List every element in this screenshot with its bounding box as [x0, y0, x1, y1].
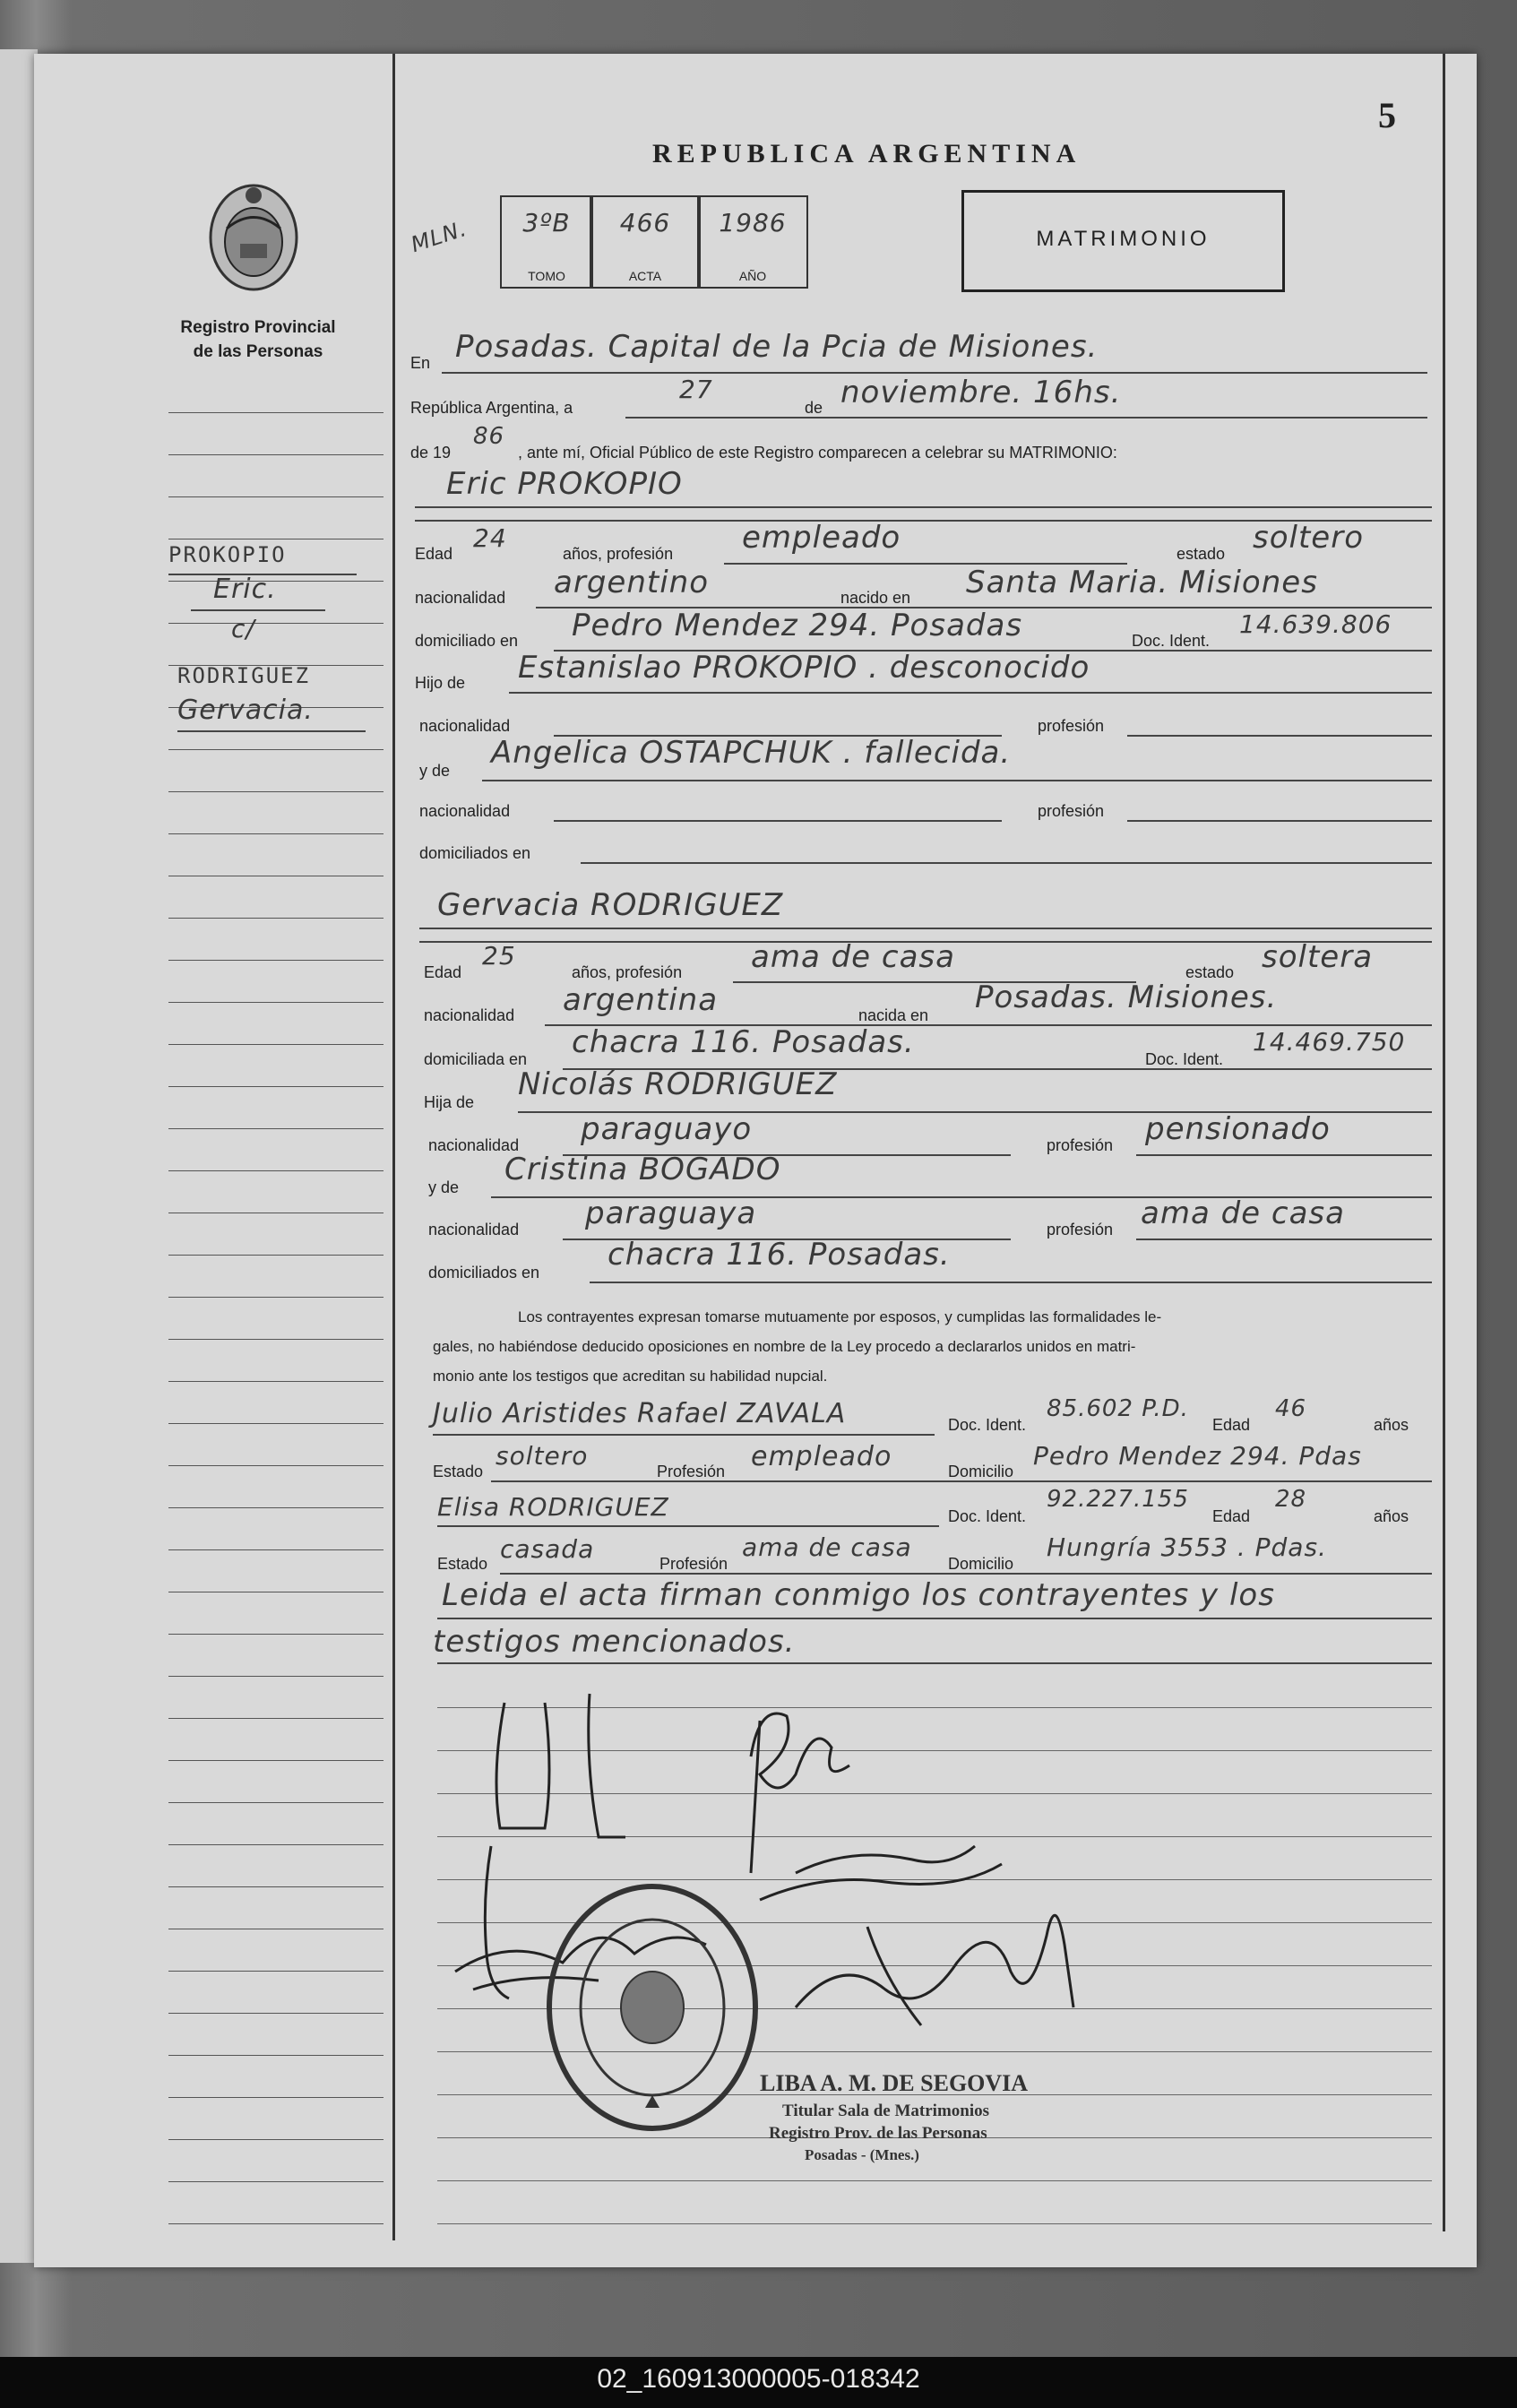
margin-rule — [168, 2139, 384, 2140]
underline — [177, 730, 366, 732]
margin-rule — [168, 1297, 384, 1298]
fill-line — [437, 1618, 1432, 1619]
bride-estado: soltera — [1262, 939, 1374, 975]
ano-value: 1986 — [719, 208, 787, 237]
bride-profesion-label: años, profesión — [572, 963, 683, 981]
witness1-name: Julio Aristides Rafael ZAVALA — [433, 1398, 847, 1429]
margin-conjunction: c/ — [231, 614, 255, 643]
witness1-estado: soltero — [496, 1441, 589, 1471]
groom-father-nacionalidad-label: nacionalidad — [419, 717, 511, 735]
groom-yde-label: y de — [419, 762, 451, 780]
margin-rule — [168, 1676, 384, 1677]
fill-line — [437, 1662, 1432, 1664]
witness2-edad-label: Edad — [1212, 1507, 1251, 1525]
margin-rule — [168, 2181, 384, 2182]
bride-nacida-label: nacida en — [858, 1006, 929, 1024]
groom-estado-label: estado — [1177, 545, 1226, 563]
groom-domiciliados-label: domiciliados en — [419, 844, 531, 862]
groom-name: Eric PROKOPIO — [446, 466, 683, 502]
margin-rule — [168, 2013, 384, 2014]
witness1-doc: 85.602 P.D. — [1047, 1395, 1189, 1422]
bride-domicilio-label: domiciliada en — [424, 1050, 528, 1068]
month-time: noviembre. 16hs. — [840, 375, 1122, 410]
groom-edad-label: Edad — [415, 545, 453, 563]
witness2-age: 28 — [1275, 1486, 1307, 1513]
witness2-profesion-label: Profesión — [659, 1555, 728, 1573]
margin-rule — [168, 1128, 384, 1129]
republica-label: República Argentina, a — [410, 399, 573, 417]
margin-surname-bride: RODRIGUEZ — [177, 663, 311, 688]
witness2-doc-label: Doc. Ident. — [948, 1507, 1027, 1525]
coat-of-arms-icon — [204, 179, 303, 296]
signatures — [419, 1667, 1136, 2115]
bride-father-nacionalidad-label: nacionalidad — [428, 1136, 520, 1154]
witness2-name: Elisa RODRIGUEZ — [437, 1492, 669, 1522]
groom-estado: soltero — [1253, 520, 1364, 556]
margin-name-bride: Gervacia. — [177, 695, 314, 726]
en-label: En — [410, 354, 431, 372]
bride-father-profession: pensionado — [1145, 1111, 1331, 1147]
groom-father-profesion-label: profesión — [1038, 717, 1105, 735]
mln-note: MLN. — [408, 215, 470, 258]
bride-nationality: argentina — [563, 982, 719, 1018]
tomo-value: 3ºB — [522, 208, 571, 237]
closing-line2: testigos mencionados. — [433, 1624, 796, 1660]
margin-rule — [168, 1760, 384, 1761]
margin-rule — [168, 1381, 384, 1382]
margin-rule — [168, 412, 384, 413]
groom-birthplace: Santa Maria. Misiones — [966, 565, 1318, 600]
fill-line — [1136, 1154, 1432, 1156]
groom-nationality: argentino — [554, 565, 709, 600]
witness2-anos-label: años — [1374, 1507, 1409, 1525]
declaration-line1: Los contrayentes expresan tomarse mutuamente por esposos, y cumplidas las formalidades le- — [518, 1308, 1162, 1325]
bride-mother-profession: ama de casa — [1141, 1195, 1345, 1231]
fill-line — [581, 862, 1432, 864]
groom-age: 24 — [473, 523, 507, 553]
bride-father-nationality: paraguayo — [581, 1111, 753, 1147]
bride-parents-address: chacra 116. Posadas. — [608, 1237, 951, 1273]
officer-title: Titular Sala de Matrimonios — [782, 2102, 990, 2120]
margin-rule — [168, 2055, 384, 2056]
margin-rule — [168, 1844, 384, 1845]
day: 27 — [679, 375, 713, 404]
bride-father: Nicolás RODRIGUEZ — [518, 1066, 838, 1102]
witness1-profession: empleado — [751, 1441, 892, 1472]
declaration-line3: monio ante los testigos que acreditan su habilidad nupcial. — [433, 1368, 828, 1385]
witness2-doc: 92.227.155 — [1047, 1486, 1189, 1513]
groom-doc: 14.639.806 — [1239, 609, 1392, 639]
tomo-label: TOMO — [528, 269, 565, 283]
acta-value: 466 — [619, 208, 671, 237]
witness1-doc-label: Doc. Ident. — [948, 1416, 1027, 1434]
underline — [191, 609, 325, 611]
country-title: REPUBLICA ARGENTINA — [652, 139, 1082, 168]
fill-line — [625, 417, 1427, 419]
fill-line — [1127, 820, 1432, 822]
margin-divider — [392, 54, 395, 2240]
de-label: de — [805, 399, 823, 417]
bride-name: Gervacia RODRIGUEZ — [437, 887, 784, 923]
witness2-estado: casada — [500, 1534, 595, 1564]
groom-address: Pedro Mendez 294. Posadas — [572, 608, 1023, 643]
fill-line — [500, 1573, 1432, 1575]
fill-line — [433, 1434, 935, 1436]
place: Posadas. Capital de la Pcia de Misiones. — [455, 329, 1099, 365]
fill-line — [419, 928, 1432, 929]
witness1-anos-label: años — [1374, 1416, 1409, 1434]
margin-rule — [168, 1971, 384, 1972]
right-border — [1443, 54, 1445, 2231]
margin-rule — [168, 960, 384, 961]
declaration-line2: gales, no habiéndose deducido oposiciones en nombre de la Ley procedo a declararlos unidos en matri- — [433, 1338, 1136, 1355]
fill-line — [590, 1282, 1432, 1283]
witness2-address: Hungría 3553 . Pdas. — [1047, 1532, 1327, 1562]
groom-father: Estanislao PROKOPIO . desconocido — [518, 650, 1090, 686]
groom-nacionalidad-label: nacionalidad — [415, 589, 506, 607]
ano-label: AÑO — [738, 269, 767, 283]
bride-profession: ama de casa — [751, 939, 955, 975]
filename-label: 02_160913000005-018342 — [597, 2364, 920, 2394]
bride-nacionalidad-label: nacionalidad — [424, 1006, 515, 1024]
witness1-domicilio-label: Domicilio — [948, 1463, 1014, 1480]
groom-profesion-label: años, profesión — [563, 545, 674, 563]
page-number: 5 — [1378, 95, 1396, 135]
bride-edad-label: Edad — [424, 963, 462, 981]
bride-father-profesion-label: profesión — [1047, 1136, 1114, 1154]
register-page — [34, 54, 1477, 2267]
fill-line — [415, 506, 1432, 508]
margin-rule — [168, 623, 384, 624]
bride-mother-profesion-label: profesión — [1047, 1221, 1114, 1239]
groom-doc-label: Doc. Ident. — [1132, 632, 1211, 650]
margin-rule — [168, 791, 384, 792]
bride-hija-label: Hija de — [424, 1093, 475, 1111]
witness1-profesion-label: Profesión — [657, 1463, 726, 1480]
margin-rule — [168, 1886, 384, 1887]
year-suffix: 86 — [473, 423, 505, 450]
margin-rule — [168, 1549, 384, 1550]
officer-registry: Registro Prov. de las Personas — [769, 2124, 987, 2143]
margin-rule — [168, 1170, 384, 1171]
bride-age: 25 — [482, 941, 516, 971]
margin-surname-groom: PROKOPIO — [168, 542, 287, 567]
groom-profession: empleado — [742, 520, 901, 556]
lower-rule — [437, 2180, 1432, 2181]
fill-line — [437, 1525, 939, 1527]
bride-address: chacra 116. Posadas. — [572, 1024, 915, 1060]
fill-line — [482, 780, 1432, 781]
groom-mother: Angelica OSTAPCHUK . fallecida. — [491, 735, 1012, 771]
official-seal-icon — [536, 1873, 769, 2142]
witness2-profession: ama de casa — [742, 1532, 912, 1562]
fill-line — [554, 820, 1002, 822]
margin-rule — [168, 1255, 384, 1256]
fill-line — [1136, 1239, 1432, 1240]
registry-line2: de las Personas — [193, 342, 323, 361]
witness1-edad-label: Edad — [1212, 1416, 1251, 1434]
closing-line1: Leida el acta firman conmigo los contrayentes y los — [442, 1577, 1275, 1613]
bride-mother-nacionalidad-label: nacionalidad — [428, 1221, 520, 1239]
fill-line — [442, 372, 1427, 374]
margin-rule — [168, 1465, 384, 1466]
margin-name-groom: Eric. — [213, 574, 277, 605]
bride-domiciliados-label: domiciliados en — [428, 1264, 540, 1282]
registry-line1: Registro Provincial — [180, 318, 336, 337]
margin-rule — [168, 454, 384, 455]
witness1-address: Pedro Mendez 294. Pdas — [1033, 1441, 1362, 1471]
officer-city: Posadas - (Mnes.) — [805, 2146, 919, 2163]
officer-name: LIBA A. M. DE SEGOVIA — [760, 2070, 1029, 2096]
fill-line — [491, 1480, 1432, 1482]
lower-rule — [437, 2223, 1432, 2224]
witness2-domicilio-label: Domicilio — [948, 1555, 1014, 1573]
groom-mother-nacionalidad-label: nacionalidad — [419, 802, 511, 820]
bride-doc-label: Doc. Ident. — [1145, 1050, 1224, 1068]
acta-label: ACTA — [628, 269, 662, 283]
witness1-estado-label: Estado — [433, 1463, 484, 1480]
intro-statement: , ante mí, Oficial Público de este Registro comparecen a celebrar su MATRIMONIO: — [518, 444, 1117, 462]
groom-domicilio-label: domiciliado en — [415, 632, 519, 650]
witness2-estado-label: Estado — [437, 1555, 488, 1573]
margin-rule — [168, 1634, 384, 1635]
ano-box — [697, 195, 808, 289]
witness1-age: 46 — [1275, 1395, 1307, 1422]
bride-birthplace: Posadas. Misiones. — [975, 980, 1278, 1015]
document-type-box — [961, 190, 1285, 292]
margin-rule — [168, 833, 384, 834]
margin-rule — [168, 749, 384, 750]
fill-line — [1127, 735, 1432, 737]
acta-box — [590, 195, 701, 289]
margin-rule — [168, 2097, 384, 2098]
year-prefix: de 19 — [410, 444, 452, 462]
margin-rule — [168, 1086, 384, 1087]
margin-rule — [168, 1802, 384, 1803]
margin-rule — [168, 496, 384, 497]
groom-mother-profesion-label: profesión — [1038, 802, 1105, 820]
bride-yde-label: y de — [428, 1178, 460, 1196]
groom-nacido-label: nacido en — [840, 589, 911, 607]
margin-rule — [168, 1423, 384, 1424]
margin-rule — [168, 2223, 384, 2224]
tomo-box — [500, 195, 593, 289]
bride-mother: Cristina BOGADO — [504, 1152, 781, 1187]
margin-rule — [168, 918, 384, 919]
margin-rule — [168, 1507, 384, 1508]
fill-line — [509, 692, 1432, 694]
bride-mother-nationality: paraguaya — [585, 1195, 757, 1231]
document-type: MATRIMONIO — [1036, 227, 1211, 251]
bride-doc: 14.469.750 — [1253, 1027, 1406, 1057]
groom-hijo-label: Hijo de — [415, 674, 466, 692]
bride-estado-label: estado — [1185, 963, 1235, 981]
margin-rule — [168, 1339, 384, 1340]
margin-rule — [168, 1002, 384, 1003]
margin-rule — [168, 1718, 384, 1719]
margin-rule — [168, 1044, 384, 1045]
